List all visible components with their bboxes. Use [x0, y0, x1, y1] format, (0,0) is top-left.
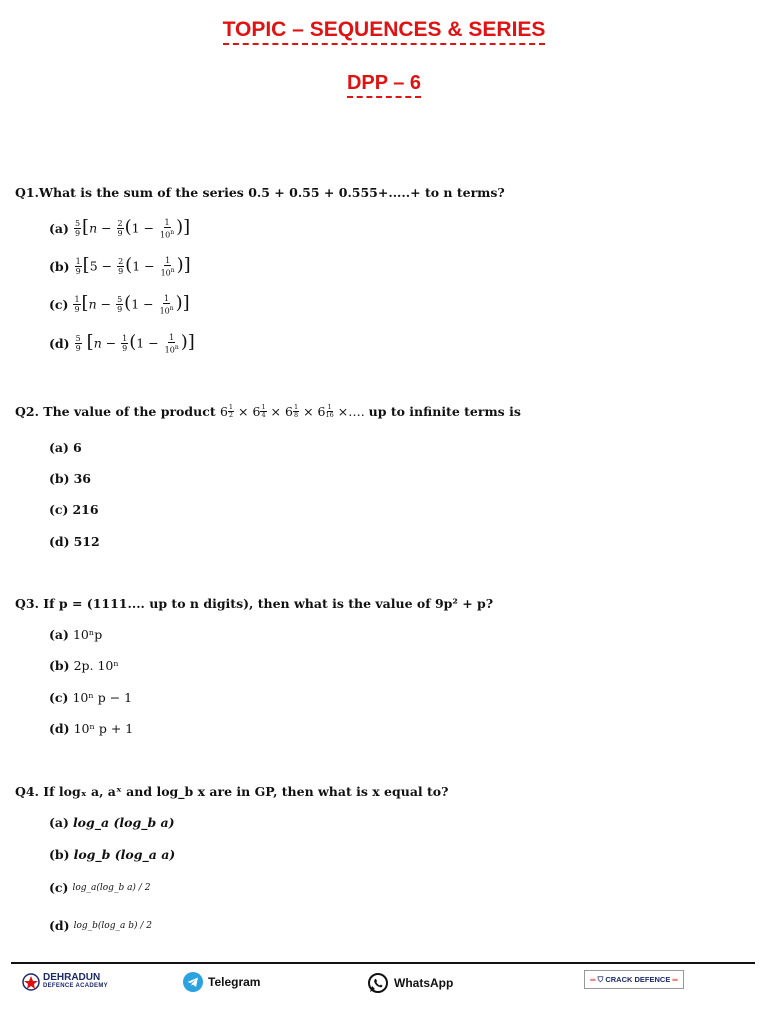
- academy-name: DEHRADUN: [43, 972, 101, 983]
- telegram-icon: [183, 972, 203, 992]
- q1-option-c: (c) $\frac{1}{9}$ [n − $\frac{5}{9}$ (1 − $\frac{1}{10^n}$ )]: [49, 292, 190, 316]
- q3-option-a: (a) 10ⁿp: [49, 627, 103, 642]
- q2-option-c: (c) 216: [49, 502, 99, 517]
- page-title: TOPIC – SEQUENCES & SERIES: [0, 18, 768, 45]
- q1-option-a: (a) $\frac{5}{9}$ [n − $\frac{2}{9}$ (1 − $\frac{1}{10^n}$ )]: [49, 216, 191, 240]
- q3-option-c: (c) 10ⁿ p − 1: [49, 690, 133, 705]
- q1-option-d: (d) $\frac{5}{9}$ [n − $\frac{1}{9}$ (1 − $\frac{1}{10^n}$ )]: [49, 331, 195, 355]
- q4-option-d: (d) log_b(log_a b) / 2: [49, 918, 152, 933]
- q2-option-b: (b) 36: [49, 471, 91, 486]
- q3-option-d: (d) 10ⁿ p + 1: [49, 721, 134, 736]
- crack-defence-shield-icon: ⛉: [597, 974, 604, 984]
- academy-subname: DEFENCE ACADEMY: [43, 983, 108, 989]
- question-1: Q1.What is the sum of the series 0.5 + 0.55 + 0.555+.....+ to n terms?: [15, 185, 505, 200]
- question-3: Q3. If p = (1111.... up to n digits), then what is the value of 9p² + p?: [15, 596, 494, 611]
- footer-divider: [11, 962, 755, 964]
- dpp-number: DPP – 6: [0, 72, 768, 98]
- q1-option-b: (b) $\frac{1}{9}$ [5 − $\frac{2}{9}$ (1 − $\frac{1}{10^n}$ )]: [49, 254, 191, 278]
- whatsapp-icon: [367, 972, 389, 994]
- footer: [0, 970, 768, 1000]
- question-2: Q2. The value of the product 6 $\frac{1}{2}$ × 6 $\frac{1}{4}$ × 6 $\frac{1}{8}$ × 6 $\frac{1}{16}$ ×…. up to infinite terms is: [15, 403, 521, 419]
- telegram-link[interactable]: Telegram: [183, 972, 260, 992]
- q4-option-c: (c) log_a(log_b a) / 2: [49, 880, 151, 895]
- q2-option-d: (d) 512: [49, 534, 100, 549]
- q3-option-b: (b) 2p. 10ⁿ: [49, 658, 119, 673]
- question-4: Q4. If logₓ a, aˣ and log_b x are in GP, then what is x equal to?: [15, 784, 449, 799]
- q2-option-a: (a) 6: [49, 440, 82, 455]
- academy-logo[interactable]: [22, 973, 108, 991]
- q4-option-a: (a) log_a (log_b a): [49, 815, 175, 830]
- q4-option-b: (b) log_b (log_a a): [49, 847, 176, 862]
- whatsapp-link[interactable]: WhatsApp: [367, 972, 453, 994]
- crack-defence-logo[interactable]: ═ ⛉ CRACK DEFENCE ═: [584, 970, 684, 989]
- academy-emblem-icon: [22, 973, 40, 991]
